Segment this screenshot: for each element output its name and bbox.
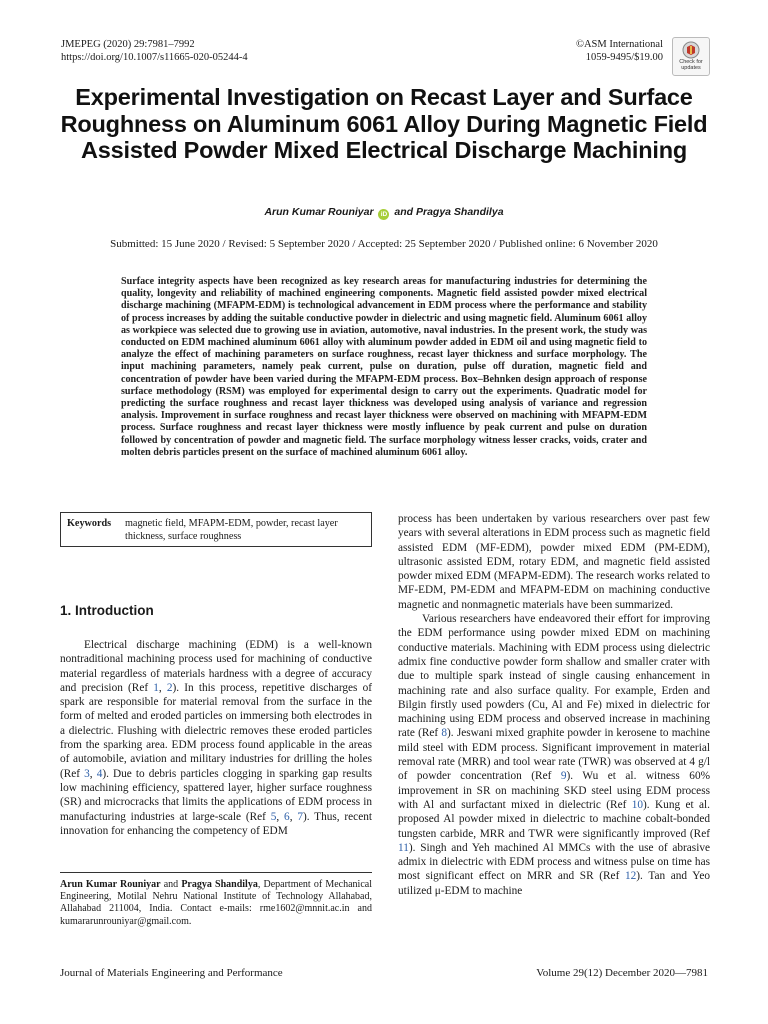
text-run: , (158, 681, 167, 694)
text-run: ). Thus, recent innovation for enhancing the competency of EDM (60, 810, 372, 837)
intro-paragraph (60, 638, 372, 838)
footnote-connector: and (160, 879, 182, 890)
orcid-icon[interactable]: iD (378, 209, 389, 220)
ref-link[interactable]: 10 (631, 798, 644, 811)
left-column (60, 638, 372, 838)
badge-text-2: updates (681, 65, 701, 71)
text-run: , (289, 810, 298, 823)
issn-price: 1059-9495/$19.00 (585, 52, 663, 63)
publication-dates: Submitted: 15 June 2020 / Revised: 5 September 2020 / Accepted: 25 September 2020 / Published online: 6 November 2020 (110, 238, 658, 250)
section-heading-introduction: 1. Introduction (60, 603, 154, 618)
ref-link[interactable]: 9 (560, 770, 567, 783)
author-connector[interactable]: and Pragya Shandilya (394, 206, 504, 218)
ref-link[interactable]: 1 (153, 681, 159, 694)
ref-link[interactable]: 2 (166, 681, 173, 694)
author-name[interactable]: Arun Kumar Rouniyar (264, 206, 374, 218)
ref-link[interactable]: 7 (297, 810, 303, 823)
body-paragraph: process has been undertaken by various researchers over past few years with several alterations in EDM process such as magnetic field assisted EDM (MF-EDM), powder mixed EDM (PM-EDM), ultrasonic assisted EDM, rotary EDM, and magnetic field assisted powder mixed EDM (MFAPM-EDM). The research works related to MF-EDM, PM-EDM and MFAPM-EDM on machining conductive magnetic and nonmagnetic materials have been summarized. (398, 513, 710, 611)
body-paragraph (398, 612, 710, 898)
text-run: , (276, 810, 285, 823)
abstract: Surface integrity aspects have been recognized as key research areas for manufacturing industries for determining the quality, longevity and reliability of machined engineering components. Magnetic field assisted powder mixed electrical discharge machining (MFAPM-EDM) is technological advancement in EDM process where the performance and stability of process increases by adding the suitable conductive powder in dielectric and using magnetic field. Aluminum 6061 alloy as workpiece was selected due to growing use in aviation, automotive, naval industries. In the present work, the study was conducted on EDM machined aluminum 6061 alloy with aluminum powder added in EDM oil and using magnetic field to analyze the effect of machining parameters on surface roughness, recast layer thickness and surface morphology. The input machining parameters, namely peak current, pulse on duration, pulse off duration, magnetic field and concentration of powder have been varied during the MFAPM-EDM process. Box–Behnken design approach of response surface methodology (RSM) was employed for experimental design to carry out the experiments. Quadratic model for predicting the surface roughness and recast layer thickness was developed using analysis of variance and regression analysis. Improvement in surface roughness and recast layer thickness were observed on machining with MFAPM-EDM process. Surface roughness and recast layer thickness were mostly influence by peak current and pulse on duration followed by concentration of powder and magnetic field. The surface morphology witness lesser cracks, voids, crater and molten debris particles present on the surface of machined aluminum 6061 alloy. (121, 276, 647, 458)
right-column (398, 512, 710, 898)
author-line (0, 206, 768, 220)
text-run: ). Jeswani mixed graphite powder in kerosene to machine mild steel with EDM process. Significant improvement in material removal rate (MRR) and tool wear rate (TWR) was observed at 4 g/l of powder concentration (Ref (398, 727, 711, 783)
footnote-text: , Department of Mechanical Engineering, Motilal Nehru National Institute of Technology Allahabad, Allahabad 211004, India. Contact e-mails: rme1602@mnnit.ac.in and kumararunrouniyar@gmail.com. (60, 879, 372, 927)
text-run: ). Kung et al. proposed Al powder mixed in dielectric to machine cobalt-bonded tungsten carbide, MRR and TWR were significantly improved (Ref (398, 798, 710, 840)
doi-link[interactable]: https://doi.org/10.1007/s11665-020-05244-4 (61, 52, 248, 63)
keywords-list: magnetic field, MFAPM-EDM, powder, recast layer thickness, surface roughness (125, 518, 338, 542)
author-affiliation-footnote (60, 879, 372, 928)
text-run: ). Singh and Yeh machined Al MMCs with the use of abrasive admix in dielectric with EDM process and witness pulse on time has most significant effect on MRR and SR (Ref (398, 841, 710, 883)
check-for-updates-badge[interactable] (672, 37, 710, 76)
ref-link[interactable]: 11 (398, 841, 409, 854)
ref-link[interactable]: 8 (441, 727, 448, 740)
ref-link[interactable]: 4 (96, 767, 103, 780)
keywords-label: Keywords (67, 518, 112, 529)
text-run: ). In this process, repetitive discharges of spark are responsible for material removal from the surface in the form of melted and eroded particles on immersing both electrodes in a dielectric. Flushing with dielectric removes these eroded particles from the sparking area. EDM process found applicable in the areas of automobile, aviation and military industries for drilling the holes (Ref (60, 681, 373, 780)
text-run: ). Tan and Yeo utilized μ-EDM to machine (398, 870, 710, 897)
ref-link[interactable]: 3 (84, 767, 90, 780)
running-header-left (61, 38, 248, 64)
text-run: Electrical discharge machining (EDM) is a well-known nontraditional machining process used for machining of conductive material regardless of materials hardness with a degree of accuracy and precision (Ref (60, 639, 372, 694)
text-run: ). Due to debris particles clogging in sparking gap results low machining efficiency, spattered layer, higher surface roughness (SR) and microcracks that limits the applications of EDM process in manufacturing industries at large-scale (Ref (60, 767, 372, 823)
running-header-right (576, 38, 663, 64)
footnote-author: Pragya Shandilya (181, 879, 258, 890)
journal-citation: JMEPEG (2020) 29:7981–7992 (61, 39, 195, 50)
keywords-box (60, 512, 372, 547)
paper-title: Experimental Investigation on Recast Layer and Surface Roughness on Aluminum 6061 Alloy During Magnetic Field Assisted Powder Mixed Electrical Discharge Machining (60, 84, 708, 163)
footer-journal-name: Journal of Materials Engineering and Performance (60, 967, 283, 979)
footer-volume-page: Volume 29(12) December 2020—7981 (536, 967, 708, 979)
text-run: ). Wu et al. witness 60% improvement in SR on machining SKD steel using EDM process with Al and surfactant mixed in dielectric (Ref (398, 770, 710, 811)
text-run: Various researchers have endeavored their effort for improving the EDM performance using powder mixed EDM on machining conductive materials. Machining with EDM process using dielectric admix fine conductive powder form shallow and smaller crater with due to multiple spark instead of single causing enhancement in machining rate and also surface quality. For example, Erden and Bilgin firstly used powders (Cu, Al and Fe) mixed in dielectric for machining using EDM process and observed increase in machining rate (Ref (398, 613, 710, 740)
ref-link[interactable]: 5 (270, 810, 277, 823)
ref-link[interactable]: 12 (625, 870, 637, 883)
footnote-author: Arun Kumar Rouniyar (60, 879, 161, 890)
badge-text-1: Check for (679, 59, 703, 65)
footnote-divider (60, 872, 372, 873)
text-run: , (89, 767, 97, 780)
ref-link[interactable]: 6 (284, 810, 290, 823)
check-for-updates-icon (681, 41, 701, 59)
publisher-copyright: ©ASM International (575, 39, 663, 50)
